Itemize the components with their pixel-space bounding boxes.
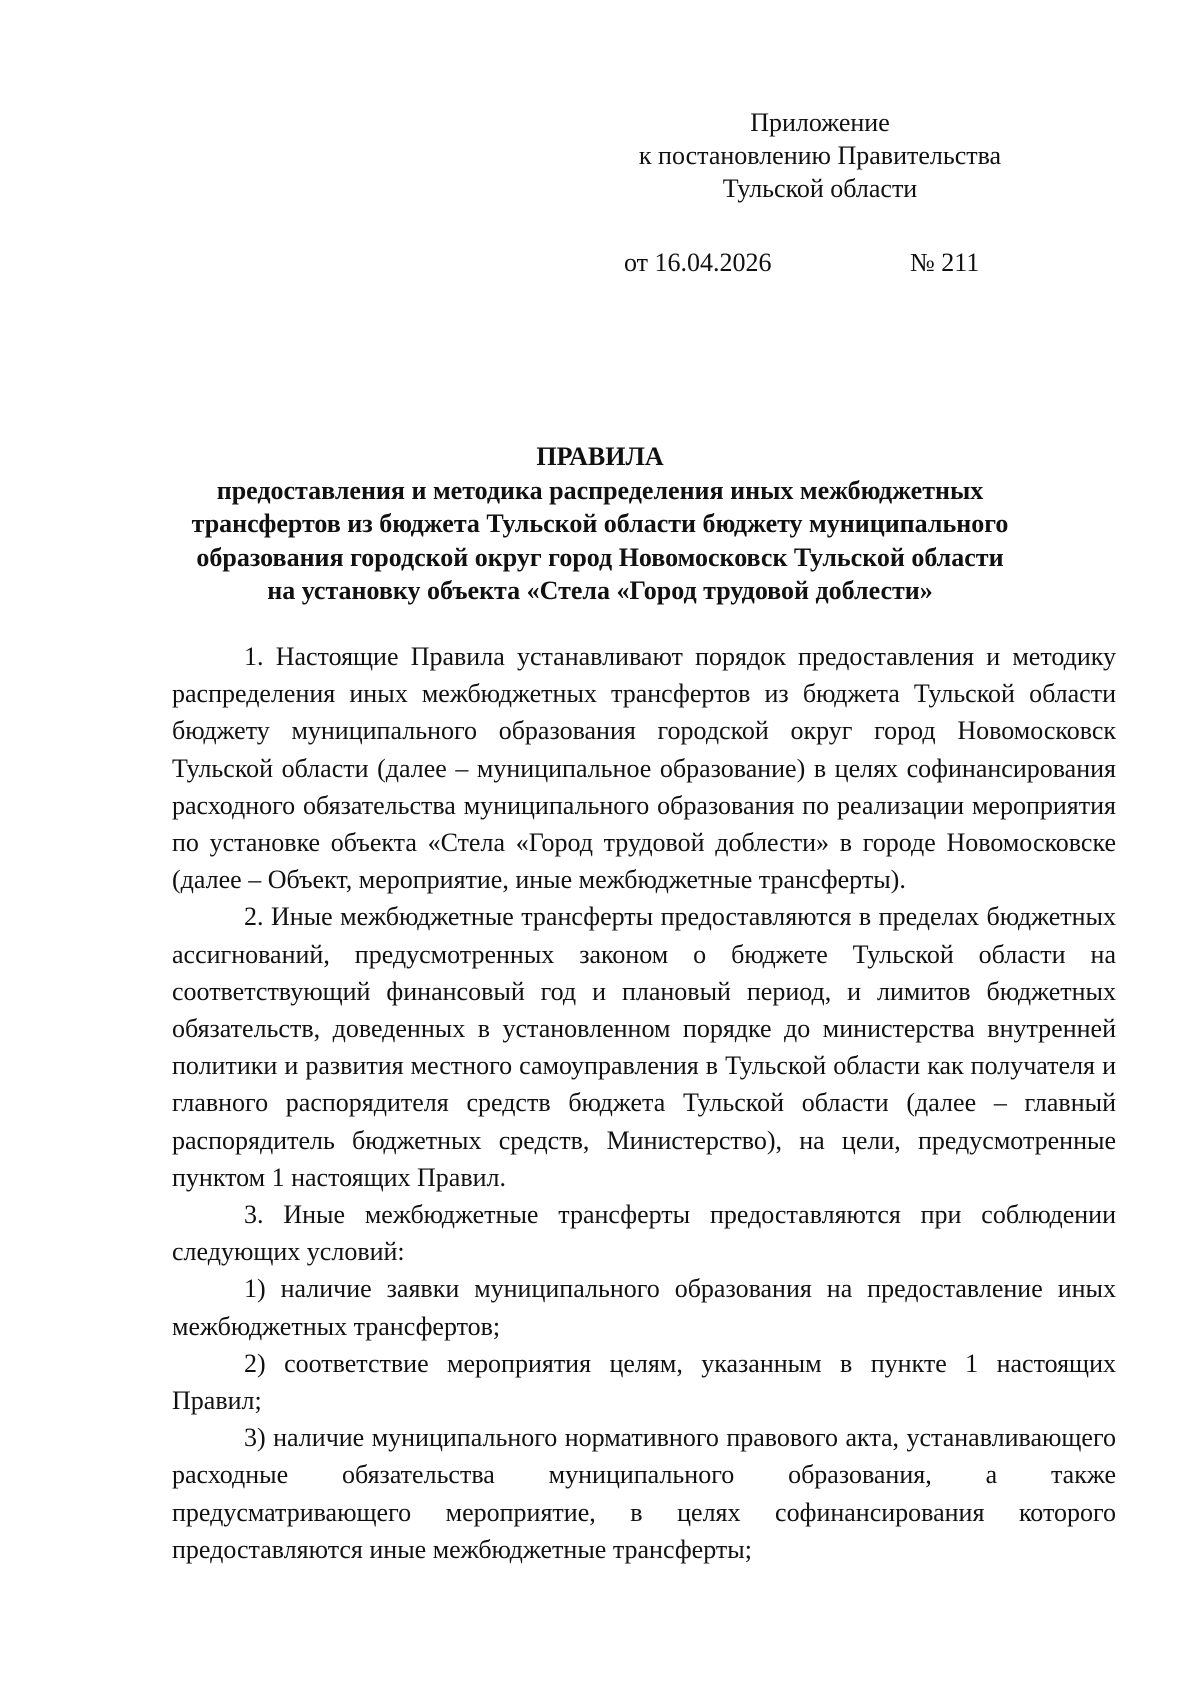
- condition-3: 3) наличие муниципального нормативного правового акта, устанавливающего расходные обязательства муниципального образования, а также предусматривающего мероприятие, в целях софинансирования которого предоставляются иные межбюджетные трансферты;: [172, 1423, 1116, 1564]
- decree-date: от 16.04.2026: [624, 248, 772, 277]
- paragraph-3: 3. Иные межбюджетные трансферты предоставляются при соблюдении следующих условий:: [172, 1200, 1116, 1267]
- title-subtitle-line: на установку объекта «Стела «Город трудовой доблести»: [267, 576, 933, 605]
- appendix-decree-ref: к постановлению Правительства: [638, 141, 1002, 170]
- title-heading: ПРАВИЛА: [536, 442, 664, 471]
- condition-1: 1) наличие заявки муниципального образования на предоставление иных межбюджетных трансфертов;: [172, 1274, 1116, 1341]
- condition-2: 2) соответствие мероприятия целям, указанным в пункте 1 настоящих Правил;: [172, 1348, 1116, 1416]
- title-subtitle-line: трансфертов из бюджета Тульской области бюджету муниципального: [191, 509, 1009, 538]
- decree-number: № 211: [910, 248, 980, 277]
- appendix-header: [560, 106, 1080, 205]
- title-subtitle-line: предоставления и методика распределения иных межбюджетных: [216, 475, 984, 505]
- appendix-region: Тульской области: [722, 174, 918, 203]
- paragraph-1: 1. Настоящие Правила устанавливают порядок предоставления и методику распределения иных межбюджетных трансфертов из бюджета Тульской области бюджету муниципального образования городской округ город Новомосковск Тульской области (далее – муниципальное образование) в целях софинансирования расходного обязательства муниципального образования по реализации мероприятия по установке объекта «Стела «Город трудовой доблести» в городе Новомосковске (далее – Объект, мероприятие, иные межбюджетные трансферты).: [172, 642, 1116, 895]
- paragraph-2: 2. Иные межбюджетные трансферты предоставляются в пределах бюджетных ассигнований, предусмотренных законом о бюджете Тульской области на соответствующий финансовый год и плановый период, и лимитов бюджетных обязательств, доведенных в установленном порядке до министерства внутренней политики и развития местного самоуправления в Тульской области как получателя и главного распорядителя средств бюджета Тульской области (далее – главный распорядитель бюджетных средств, Министерство), на цели, предусмотренные пунктом 1 настоящих Правил.: [172, 902, 1116, 1192]
- decree-date-number: [624, 246, 1004, 279]
- title-subtitle-line: образования городской округ город Новомосковск Тульской области: [196, 542, 1004, 572]
- appendix-label: Приложение: [750, 108, 890, 137]
- document-title: [150, 440, 1050, 608]
- document-body: [172, 638, 1116, 1568]
